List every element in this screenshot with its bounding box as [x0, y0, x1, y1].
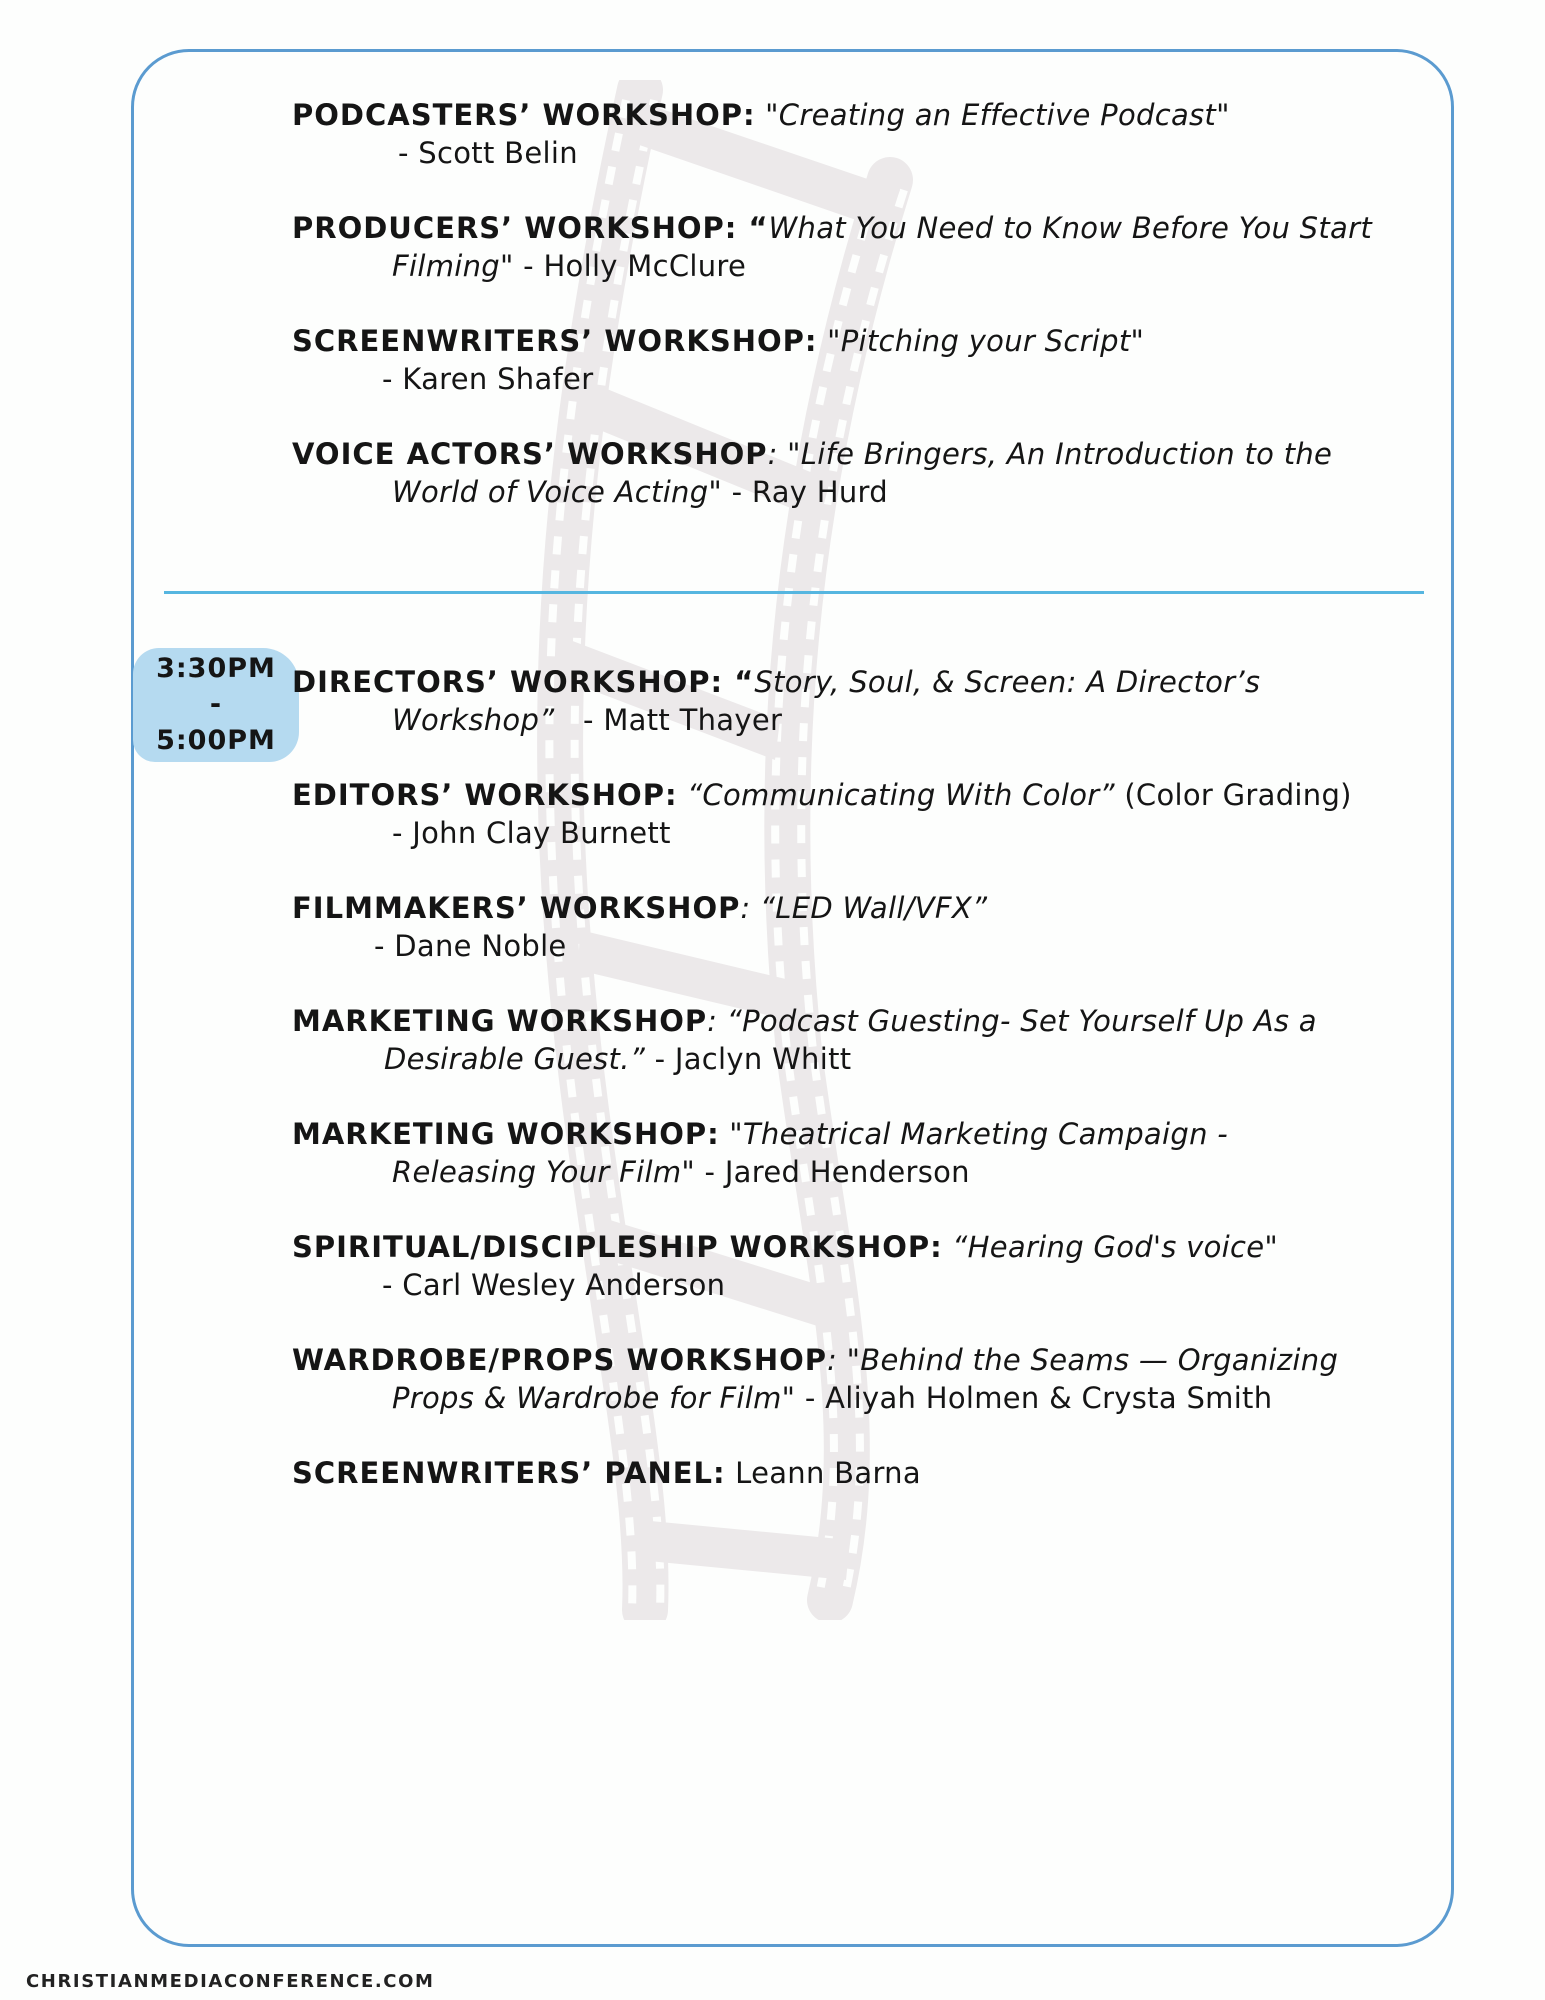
session-title: “Hearing God's voice" [942, 1230, 1279, 1264]
session-speaker: - Jared Henderson [695, 1155, 970, 1189]
session-speaker: - Dane Noble [374, 929, 567, 963]
session-label: DIRECTORS’ WORKSHOP: “ [292, 665, 755, 699]
session-extra: (Color Grading) [1114, 778, 1352, 812]
session-screenwriters-panel [292, 1454, 1412, 1492]
session-title: "Theatrical Marketing Campaign - [719, 1117, 1229, 1151]
session-marketing-theatrical [292, 1115, 1412, 1191]
session-title: "Creating an Effective Podcast" [765, 98, 1230, 132]
session-label: WARDROBE/PROPS WORKSHOP [292, 1343, 828, 1377]
session-speaker: - Matt Thayer [554, 703, 783, 737]
session-title: : “LED Wall/VFX” [740, 891, 988, 925]
session-marketing-podcast [292, 1002, 1412, 1078]
session-speaker: - Ray Hurd [722, 475, 888, 509]
session-speaker: - John Clay Burnett [392, 816, 671, 850]
session-speaker: Leann Barna [725, 1456, 921, 1490]
session-label: SPIRITUAL/DISCIPLESHIP WORKSHOP: [292, 1230, 943, 1264]
section-divider [164, 591, 1424, 594]
footer-website: CHRISTIANMEDIACONFERENCE.COM [26, 1971, 435, 1992]
session-speaker: " - Holly McClure [500, 249, 747, 283]
session-title-cont: Workshop” [392, 703, 555, 737]
session-title-cont: Props & Wardrobe for Film" [392, 1381, 796, 1415]
session-speaker: - Scott Belin [398, 136, 578, 170]
session-screenwriters [292, 322, 1412, 398]
session-title: What You Need to Know Before You Start [768, 211, 1373, 245]
session-title-cont: Desirable Guest.” [384, 1042, 646, 1076]
session-podcasters [292, 96, 1412, 172]
session-label: PRODUCERS’ WORKSHOP: “ [292, 211, 769, 245]
time-start: 3:30PM [156, 653, 276, 684]
session-label: PODCASTERS’ WORKSHOP: [292, 98, 756, 132]
session-producers [292, 209, 1412, 285]
session-label: EDITORS’ WORKSHOP: [292, 778, 678, 812]
time-separator: - [209, 689, 223, 720]
session-title: Story, Soul, & Screen: A Director’s [754, 665, 1261, 699]
session-speaker: - Karen Shafer [382, 362, 594, 396]
session-spiritual [292, 1228, 1412, 1304]
session-title-cont: Releasing Your Film" [392, 1155, 696, 1189]
session-label: VOICE ACTORS’ WORKSHOP [292, 437, 768, 471]
session-speaker: - Jaclyn Whitt [645, 1042, 852, 1076]
session-title: : "Behind the Seams — Organizing [827, 1343, 1339, 1377]
session-directors [292, 663, 1412, 739]
session-title: : "Life Bringers, An Introduction to the [767, 437, 1333, 471]
time-badge [133, 648, 299, 762]
session-label: SCREENWRITERS’ PANEL: [292, 1456, 726, 1490]
session-title: : “Podcast Guesting- Set Yourself Up As a [707, 1004, 1317, 1038]
session-label: MARKETING WORKSHOP [292, 1004, 708, 1038]
session-speaker: - Carl Wesley Anderson [382, 1268, 726, 1302]
session-wardrobe [292, 1341, 1412, 1417]
session-editors [292, 776, 1412, 852]
session-title: “Communicating With Color” [677, 778, 1115, 812]
session-label: FILMMAKERS’ WORKSHOP [292, 891, 741, 925]
session-speaker: - Aliyah Holmen & Crysta Smith [795, 1381, 1273, 1415]
session-label: SCREENWRITERS’ WORKSHOP: [292, 324, 818, 358]
session-title-cont: Filming [392, 249, 500, 283]
session-title-cont: World of Voice Acting" [392, 475, 723, 509]
session-filmmakers [292, 889, 1412, 965]
session-title: "Pitching your Script" [827, 324, 1145, 358]
session-label: MARKETING WORKSHOP: [292, 1117, 720, 1151]
time-end: 5:00PM [156, 725, 276, 756]
session-voice-actors [292, 435, 1412, 511]
